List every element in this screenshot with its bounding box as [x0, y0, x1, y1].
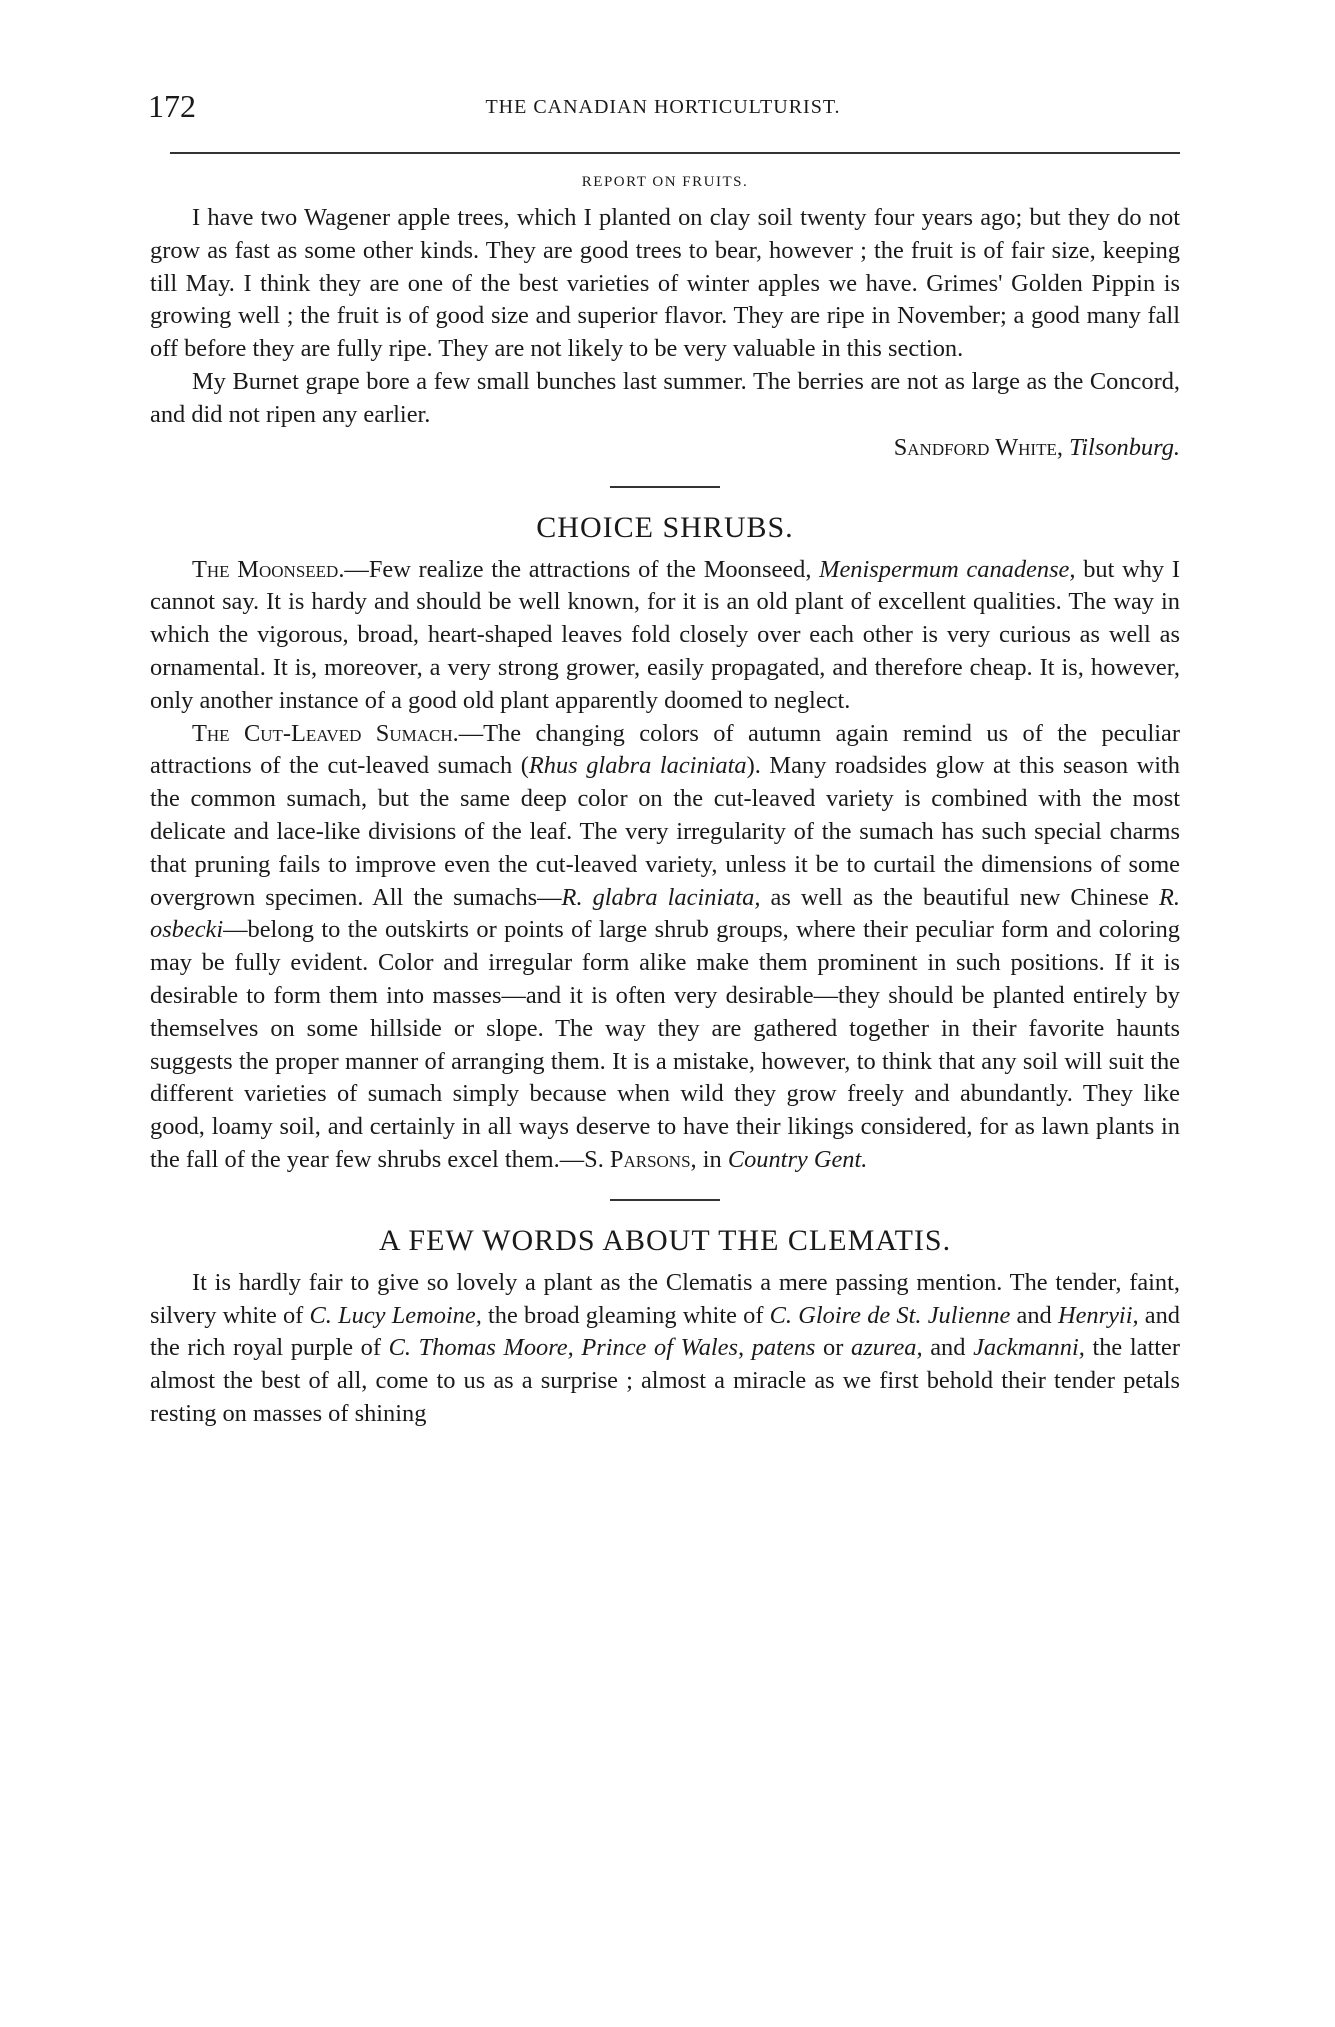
section-divider	[610, 1199, 720, 1201]
paragraph-text: ). Many roadsides glow at this season with the common sumach, but the same deep color on the cut-leaved variety is combined with the most delicate and lace-like divisions of the leaf. The very irregularity of the sumach has such special charms that pruning fails to improve even the cut-leaved variety, unless it be to curtail the dimensions of some overgrown specimen. All the sumachs—	[150, 752, 1180, 911]
clematis-paragraph	[150, 1267, 1180, 1431]
paragraph-text: the latter almost the best of all, come to us as a surprise ; almost a miracle as we first behold their tender petals resting on masses of shining	[150, 1334, 1180, 1427]
variety-name: azurea,	[851, 1334, 923, 1362]
paragraph-text: —The changing colors of autumn again remind us of the peculiar attractions of the cut-leaved sumach (	[150, 719, 1181, 780]
section-title: A FEW WORDS ABOUT THE CLEMATIS.	[378, 1223, 952, 1257]
paragraph-lead: The Cut-Leaved Sumach.	[192, 719, 459, 747]
sumach-paragraph	[150, 718, 1180, 1177]
variety-name: Jackmanni,	[973, 1334, 1085, 1362]
latin-name: Menispermum canadense,	[819, 555, 1076, 583]
paragraph-text: and	[1010, 1301, 1058, 1329]
variety-name: C. Gloire de St. Julienne	[769, 1301, 1011, 1329]
paragraph-text: or	[815, 1334, 851, 1362]
variety-name: C. Thomas Moore, Prince of Wales, patens	[388, 1334, 816, 1362]
page-number: 172	[148, 88, 196, 124]
latin-name: Rhus glabra laciniata	[528, 752, 747, 780]
report-signature	[150, 432, 1180, 464]
paragraph-text: —belong to the outskirts or points of large shrub groups, where their peculiar form and coloring may be fully evident. Color and irregular form alike make them prominent in such positions. If it is desirable to form them into masses—and it is often very desirable—they should be planted entirely by themselves on some hillside or slope. The way they are gathered together in their favorite haunts suggests the proper manner of arranging them. It is a mistake, however, to think that any soil will suit the different varieties of sumach simply because when wild they grow freely and abundantly. They like good, loamy soil, and certainly in all ways deserve to have their likings considered, for as lawn plants in the fall of the year few shrubs excel them.—	[150, 916, 1180, 1173]
paragraph-text: in	[696, 1145, 728, 1173]
paragraph-lead: The Moonseed.	[192, 555, 345, 583]
latin-name: R. osbecki	[150, 883, 1180, 944]
paragraph-text: It is hardly fair to give so lovely a plant as the Clematis a mere passing mention. The tender, faint, silvery white of	[150, 1268, 1180, 1329]
paragraph-text: and the rich royal purple of	[150, 1301, 1180, 1362]
paragraph-text: and	[922, 1334, 974, 1362]
signature-place: Tilsonburg.	[1069, 433, 1180, 461]
paragraph-text: the broad gleaming white of	[481, 1301, 770, 1329]
section-title: CHOICE SHRUBS.	[536, 510, 794, 544]
source-name: Country Gent.	[727, 1145, 868, 1173]
paragraph-text: as well as the beautiful new Chinese	[760, 883, 1159, 911]
report-paragraph: I have two Wagener apple trees, which I planted on clay soil twenty four years ago; but they do not grow as fast as some other kinds. They are good trees to bear, however ; the fruit is of fair size, keeping till May. I think they are one of the best varieties of winter apples we have. Grimes' Golden Pippin is growing well ; the fruit is of good size and superior flavor. They are ripe in November; a good many fall off before they are fully ripe. They are not likely to be very valuable in this section.	[150, 204, 1180, 363]
signature-name: Sandford White,	[893, 433, 1063, 461]
variety-name: C. Lucy Lemoine,	[309, 1301, 482, 1329]
page-header	[148, 88, 1178, 128]
moonseed-paragraph	[150, 554, 1180, 718]
header-rule	[170, 152, 1180, 154]
report-paragraph: My Burnet grape bore a few small bunches last summer. The berries are not as large as the Concord, and did not ripen any earlier.	[150, 367, 1180, 428]
paragraph-text: but why I cannot say. It is hardy and should be well known, for it is an old plant of excellent qualities. The way in which the vigorous, broad, heart-shaped leaves fold closely over each other is very curious as well as ornamental. It is, moreover, a very strong grower, easily propagated, and therefore cheap. It is, however, only another instance of a good old plant apparently doomed to neglect.	[150, 555, 1180, 714]
author-name: S. Parsons,	[584, 1145, 697, 1173]
variety-name: Henryii,	[1057, 1301, 1139, 1329]
section-divider	[610, 486, 720, 488]
paragraph-text: —Few realize the attractions of the Moonseed,	[344, 555, 820, 583]
report-heading: REPORT ON FRUITS.	[581, 174, 749, 190]
running-title: THE CANADIAN HORTICULTURIST.	[485, 96, 841, 118]
latin-name: R. glabra laciniata,	[561, 883, 761, 911]
article-body	[150, 168, 1180, 1431]
